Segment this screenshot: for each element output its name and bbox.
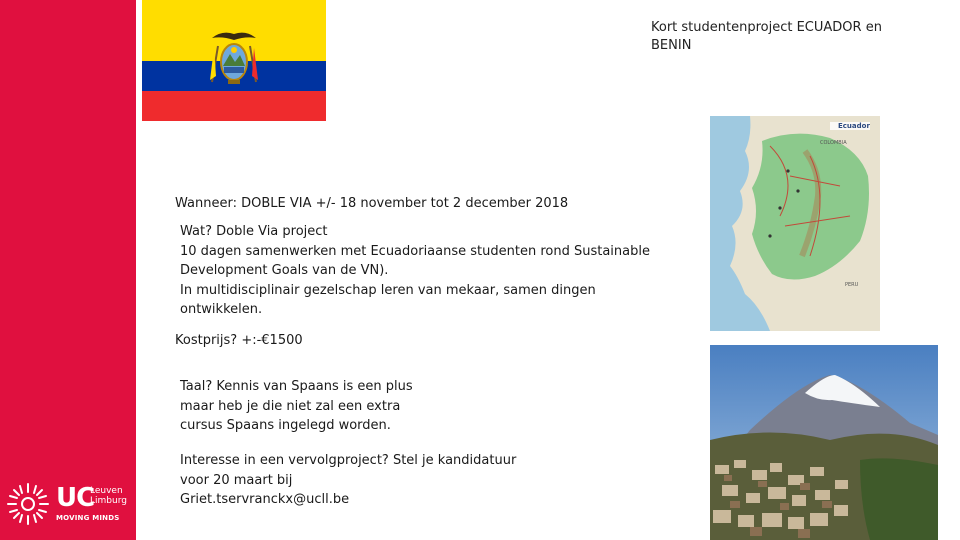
taal-line-2: maar heb je die niet zal een extra <box>180 398 401 414</box>
ecuador-map-image <box>710 116 880 331</box>
logo-limburg-text: Limburg <box>90 496 127 506</box>
map-label-colombia: COLOMBIA <box>820 140 847 146</box>
wanneer-text: Wanneer: DOBLE VIA +/- 18 november tot 2 december 2018 <box>175 196 569 211</box>
wat-line-3: Development Goals van de VN). <box>180 263 389 278</box>
wat-block <box>180 222 650 320</box>
wat-line-2: 10 dagen samenwerken met Ecuadoriaanse studenten rond Sustainable <box>180 243 650 259</box>
ucll-emblem-icon <box>4 480 52 528</box>
interesse-line-2: voor 20 maart bij <box>180 472 293 488</box>
map-label-peru: PERU <box>845 282 859 288</box>
logo-leuven-text: Leuven <box>90 486 123 496</box>
ecuador-flag-image <box>142 0 326 121</box>
quito-cotopaxi-photo <box>710 345 938 540</box>
taal-block <box>180 377 413 436</box>
logo-leuven-limburg <box>90 486 127 506</box>
interesse-email[interactable]: Griet.tservranckx@ucll.be <box>180 492 350 507</box>
interesse-label: Interesse in een vervolgproject? <box>180 453 389 468</box>
interesse-block <box>180 451 516 510</box>
wat-line-1: Doble Via project <box>212 224 328 239</box>
taal-label: Taal? <box>180 379 213 394</box>
wat-line-5: ontwikkelen. <box>180 302 263 317</box>
wat-label: Wat? <box>180 224 212 239</box>
ucll-logo <box>4 480 134 528</box>
taal-line-3: cursus Spaans ingelegd worden. <box>180 418 391 433</box>
logo-uc-text: UC <box>56 483 95 513</box>
interesse-line-1: Stel je kandidatuur <box>388 453 517 468</box>
taal-line-1: Kennis van Spaans is een plus <box>212 379 413 394</box>
page-title: Kort studentenproject ECUADOR en BENIN <box>651 20 882 53</box>
kostprijs-text: Kostprijs? +:-€1500 <box>175 333 303 348</box>
brand-sidebar <box>0 0 136 540</box>
logo-tagline: MOVING MINDS <box>56 514 120 522</box>
wat-line-4: In multidisciplinair gezelschap leren van mekaar, samen dingen <box>180 282 596 298</box>
map-title: Ecuador <box>838 122 870 130</box>
